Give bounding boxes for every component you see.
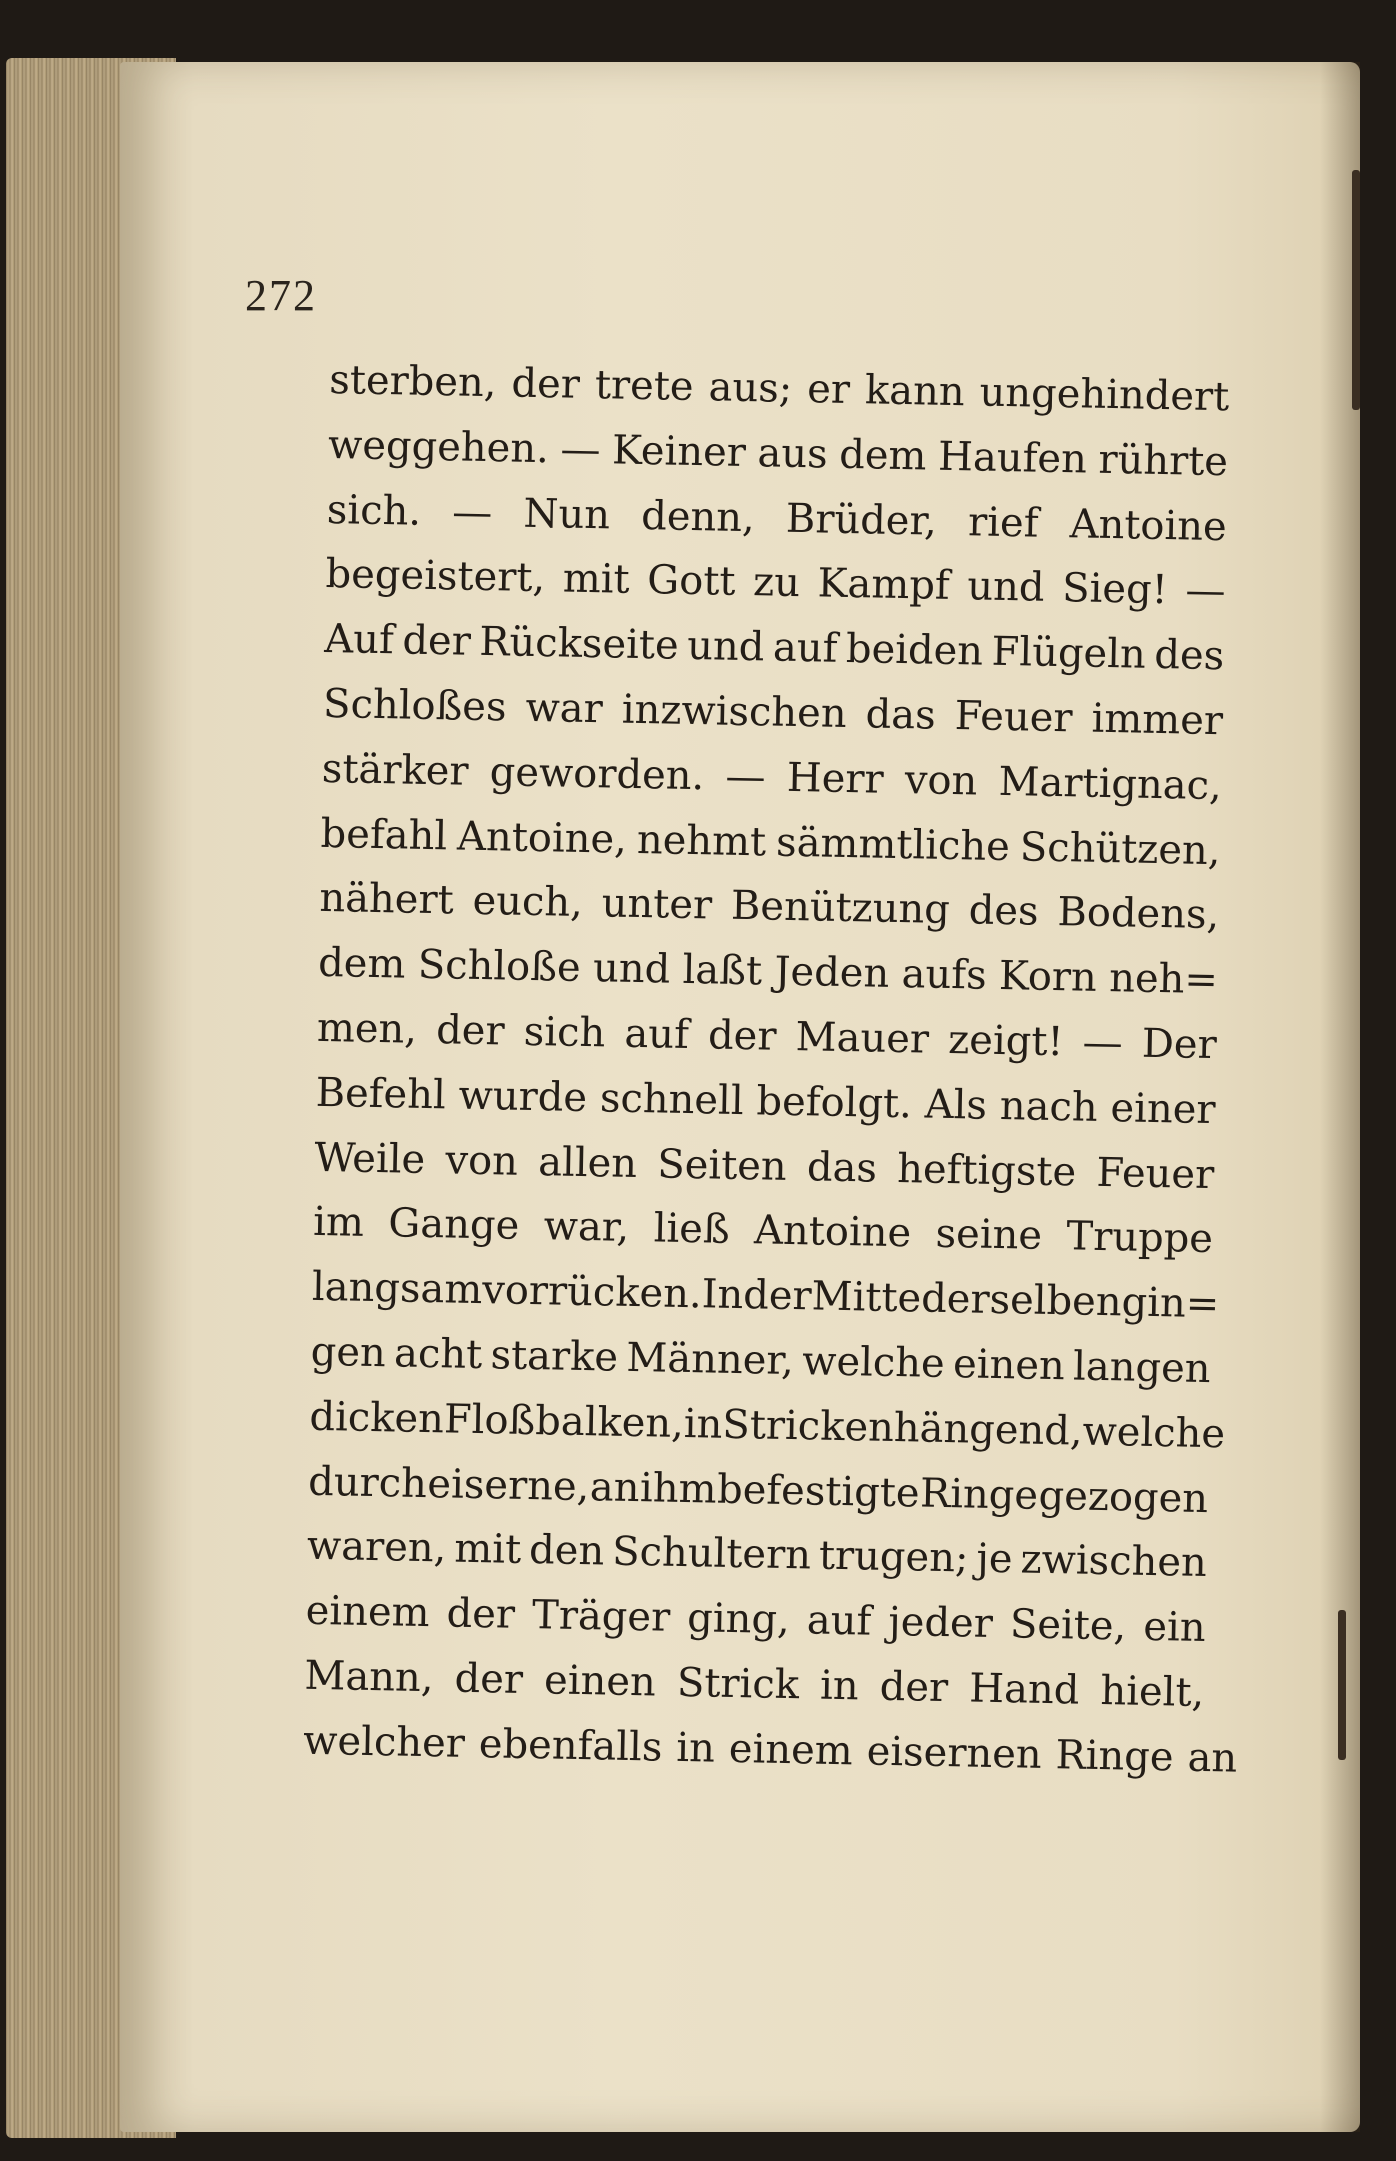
text-line: sich. — Nun denn, Brüder, rief Antoine xyxy=(326,486,1228,550)
text-line: welcher ebenfalls in einem eisernen Ringe an xyxy=(302,1717,1238,1782)
binding-mark xyxy=(1352,170,1360,410)
text-line: dem Schloße und laßt Jeden aufs Korn neh= xyxy=(317,940,1219,1004)
text-line: dicken Floßbalken, in Stricken hängend, welche xyxy=(309,1393,1226,1458)
binding-mark xyxy=(1338,1610,1346,1760)
text-line: begeistert, mit Gott zu Kampf und Sieg! — xyxy=(325,551,1226,615)
text-line: Weile von allen Seiten das heftigste Feuer xyxy=(314,1134,1215,1198)
text-line: stärker geworden. — Herr von Martignac, xyxy=(321,745,1223,809)
text-line: Mann, der einen Strick in der Hand hielt, xyxy=(304,1652,1205,1716)
text-line: Auf der Rückseite und auf beiden Flügeln des xyxy=(323,616,1225,680)
text-line: befahl Antoine, nehmt sämmtliche Schützen, xyxy=(320,810,1221,874)
text-line: durch eiserne, an ihm befestigte Ringe gezogen xyxy=(307,1458,1209,1522)
page-number: 272 xyxy=(245,271,317,320)
text-line: Befehl wurde schnell befolgt. Als nach einer xyxy=(315,1069,1216,1133)
text-line: sterben, der trete aus; er kann ungehindert xyxy=(328,356,1230,421)
text-line: gen acht starke Männer, welche einen langen xyxy=(310,1328,1212,1393)
text-line: men, der sich auf der Mauer zeigt! — Der xyxy=(316,1004,1218,1069)
text-line: im Gange war, ließ Antoine seine Truppe xyxy=(312,1199,1214,1263)
text-line: waren, mit den Schultern trugen; je zwischen xyxy=(306,1523,1208,1587)
text-line: Schloßes war inzwischen das Feuer immer xyxy=(322,680,1224,745)
text-line: einem der Träger ging, auf jeder Seite, ein xyxy=(305,1587,1207,1652)
text-line: langsam vorrücken. In der Mitte derselben gin= xyxy=(311,1263,1220,1328)
text-line: nähert euch, unter Benützung des Bodens, xyxy=(318,875,1220,939)
text-line: weggehen. — Keiner aus dem Haufen rührte xyxy=(327,421,1229,486)
body-text xyxy=(302,348,1238,1791)
